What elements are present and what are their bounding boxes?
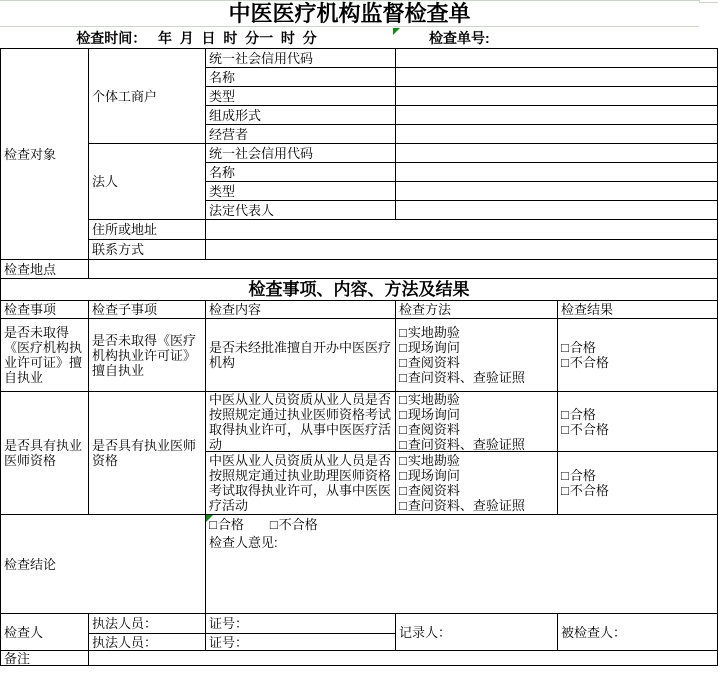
checkbox-icon: □ xyxy=(561,421,569,437)
column-header-method: 检查方法 xyxy=(395,300,558,319)
checkbox-icon: □ xyxy=(399,483,407,498)
methods-cell xyxy=(395,451,558,515)
column-header-content: 检查内容 xyxy=(205,300,396,319)
field-value-cell[interactable] xyxy=(395,162,718,182)
content-cell: 是否未经批准擅自开办中医医疗机构 xyxy=(205,318,396,392)
cert-number-cell[interactable] xyxy=(205,633,396,651)
checkbox-icon: □ xyxy=(399,340,407,355)
content-cell: 中医从业人员资质从业人员是否按照规定通过执业助理医师资格考试取得执业许可，从事中医医疗活动 xyxy=(205,451,396,515)
subitem-cell: 是否具有执业医师资格 xyxy=(88,391,206,515)
content-cell: 中医从业人员资质从业人员是否按照规定通过执业医师资格考试取得执业许可，从事中医医疗活动 xyxy=(205,391,396,452)
method-option[interactable]: □ 查问资料、查验证照 xyxy=(399,370,525,385)
field-label-composition: 组成形式 xyxy=(205,105,396,125)
location-value-cell[interactable] xyxy=(88,259,718,279)
conclusion-option[interactable]: □ 不合格 xyxy=(269,517,318,532)
address-value-cell[interactable] xyxy=(205,219,718,240)
checkbox-icon: □ xyxy=(561,468,569,483)
result-option[interactable]: □ 不合格 xyxy=(561,355,609,370)
column-header-subitem: 检查子事项 xyxy=(88,300,206,319)
contact-label: 联系方式 xyxy=(88,239,206,260)
method-option[interactable]: □ 现场询问 xyxy=(399,340,460,355)
opinion-label: 检查人意见: xyxy=(209,535,278,550)
recorder-label: 记录人： xyxy=(399,624,452,640)
field-label-name: 名称 xyxy=(205,67,396,87)
inspection-time-label: 检查时间： 年 月 日 时 分一 时 分 xyxy=(0,28,394,49)
checkbox-icon: □ xyxy=(561,406,569,422)
field-label-legal-rep: 法定代表人 xyxy=(205,200,396,220)
form-number-label: 检查单号: xyxy=(429,29,490,46)
item-cell: 是否未取得《医疗机构执业许可证》擅自执业 xyxy=(0,318,89,392)
address-label: 住所或地址 xyxy=(88,219,206,240)
checkbox-icon: □ xyxy=(561,355,569,370)
items-section-title: 检查事项、内容、方法及结果 xyxy=(0,278,718,301)
subitem-cell: 是否未取得《医疗机构执业许可证》擅自执业 xyxy=(88,318,206,392)
officer-cell[interactable] xyxy=(88,633,206,651)
top-right-spacer xyxy=(699,28,718,49)
checkbox-icon: □ xyxy=(399,468,407,483)
green-flag-icon xyxy=(393,28,400,35)
conclusion-option[interactable]: □ 合格 xyxy=(209,517,244,532)
officer-label: 执法人员： xyxy=(92,634,158,650)
field-value-cell[interactable] xyxy=(395,86,718,106)
method-option[interactable]: □ 查阅资料 xyxy=(399,421,460,437)
method-option[interactable]: □ 实地勘验 xyxy=(399,391,460,407)
field-label-type: 类型 xyxy=(205,86,396,106)
field-value-cell[interactable] xyxy=(395,143,718,163)
checkbox-icon: □ xyxy=(399,391,407,407)
method-option[interactable]: □ 实地勘验 xyxy=(399,453,460,468)
checkbox-icon: □ xyxy=(561,340,569,355)
recorder-cell[interactable] xyxy=(395,613,558,651)
checkbox-icon: □ xyxy=(399,453,407,468)
method-option[interactable]: □ 现场询问 xyxy=(399,406,460,422)
officer-label: 执法人员： xyxy=(92,616,158,631)
result-option[interactable]: □ 不合格 xyxy=(561,483,609,498)
field-label-credit-code: 统一社会信用代码 xyxy=(205,143,396,163)
inspected-person-label: 被检查人： xyxy=(561,624,627,640)
checkbox-icon: □ xyxy=(209,517,217,532)
result-option[interactable]: □ 不合格 xyxy=(561,421,609,437)
field-value-cell[interactable] xyxy=(395,67,718,87)
form-title: 中医医疗机构监督检查单 xyxy=(0,0,700,27)
inspected-person-cell[interactable] xyxy=(557,613,718,651)
field-value-cell[interactable] xyxy=(395,200,718,220)
cert-number-label: 证号： xyxy=(209,616,249,631)
remarks-value-cell[interactable] xyxy=(88,650,718,666)
location-label: 检查地点 xyxy=(0,259,89,279)
result-cell xyxy=(557,391,718,452)
method-option[interactable]: □ 查阅资料 xyxy=(399,355,460,370)
result-option[interactable]: □ 合格 xyxy=(561,340,596,355)
remarks-label: 备注 xyxy=(0,650,89,666)
field-label-name: 名称 xyxy=(205,162,396,182)
method-option[interactable]: □ 查问资料、查验证照 xyxy=(399,498,525,513)
checkbox-icon: □ xyxy=(399,421,407,437)
result-cell xyxy=(557,451,718,515)
legal-person-label: 法人 xyxy=(88,143,206,220)
checkbox-icon: □ xyxy=(399,436,407,452)
methods-cell xyxy=(395,318,558,392)
form-number-cell[interactable] xyxy=(393,28,700,49)
subject-label: 检查对象 xyxy=(0,48,89,260)
field-value-cell[interactable] xyxy=(395,124,718,144)
green-flag-icon xyxy=(206,515,213,522)
conclusion-label: 检查结论 xyxy=(0,514,206,614)
checkbox-icon: □ xyxy=(399,355,407,370)
contact-value-cell[interactable] xyxy=(205,239,718,260)
field-value-cell[interactable] xyxy=(395,105,718,125)
column-header-item: 检查事项 xyxy=(0,300,89,319)
inspector-label: 检查人 xyxy=(0,613,89,651)
item-cell: 是否具有执业医师资格 xyxy=(0,391,89,515)
method-option[interactable]: □ 查问资料、查验证照 xyxy=(399,436,525,452)
checkbox-icon: □ xyxy=(561,483,569,498)
result-option[interactable]: □ 合格 xyxy=(561,406,596,422)
cert-number-cell[interactable] xyxy=(205,613,396,634)
title-corner-spacer xyxy=(699,2,718,29)
field-value-cell[interactable] xyxy=(395,48,718,68)
column-header-result: 检查结果 xyxy=(557,300,718,319)
field-value-cell[interactable] xyxy=(395,181,718,201)
methods-cell xyxy=(395,391,558,452)
conclusion-cell[interactable] xyxy=(205,514,718,614)
checkbox-icon: □ xyxy=(269,517,278,532)
cert-number-label: 证号： xyxy=(209,634,249,650)
method-option[interactable]: □ 查阅资料 xyxy=(399,483,460,498)
checkbox-icon: □ xyxy=(399,370,407,385)
field-label-credit-code: 统一社会信用代码 xyxy=(205,48,396,68)
result-option[interactable]: □ 合格 xyxy=(561,468,596,483)
officer-cell[interactable] xyxy=(88,613,206,634)
field-label-operator: 经营者 xyxy=(205,124,396,144)
method-option[interactable]: □ 现场询问 xyxy=(399,468,460,483)
method-option[interactable]: □ 实地勘验 xyxy=(399,325,460,340)
checkbox-icon: □ xyxy=(399,325,407,340)
checkbox-icon: □ xyxy=(399,498,407,513)
field-label-type: 类型 xyxy=(205,181,396,201)
result-cell xyxy=(557,318,718,392)
checkbox-icon: □ xyxy=(399,406,407,422)
individual-business-label: 个体工商户 xyxy=(88,48,206,144)
